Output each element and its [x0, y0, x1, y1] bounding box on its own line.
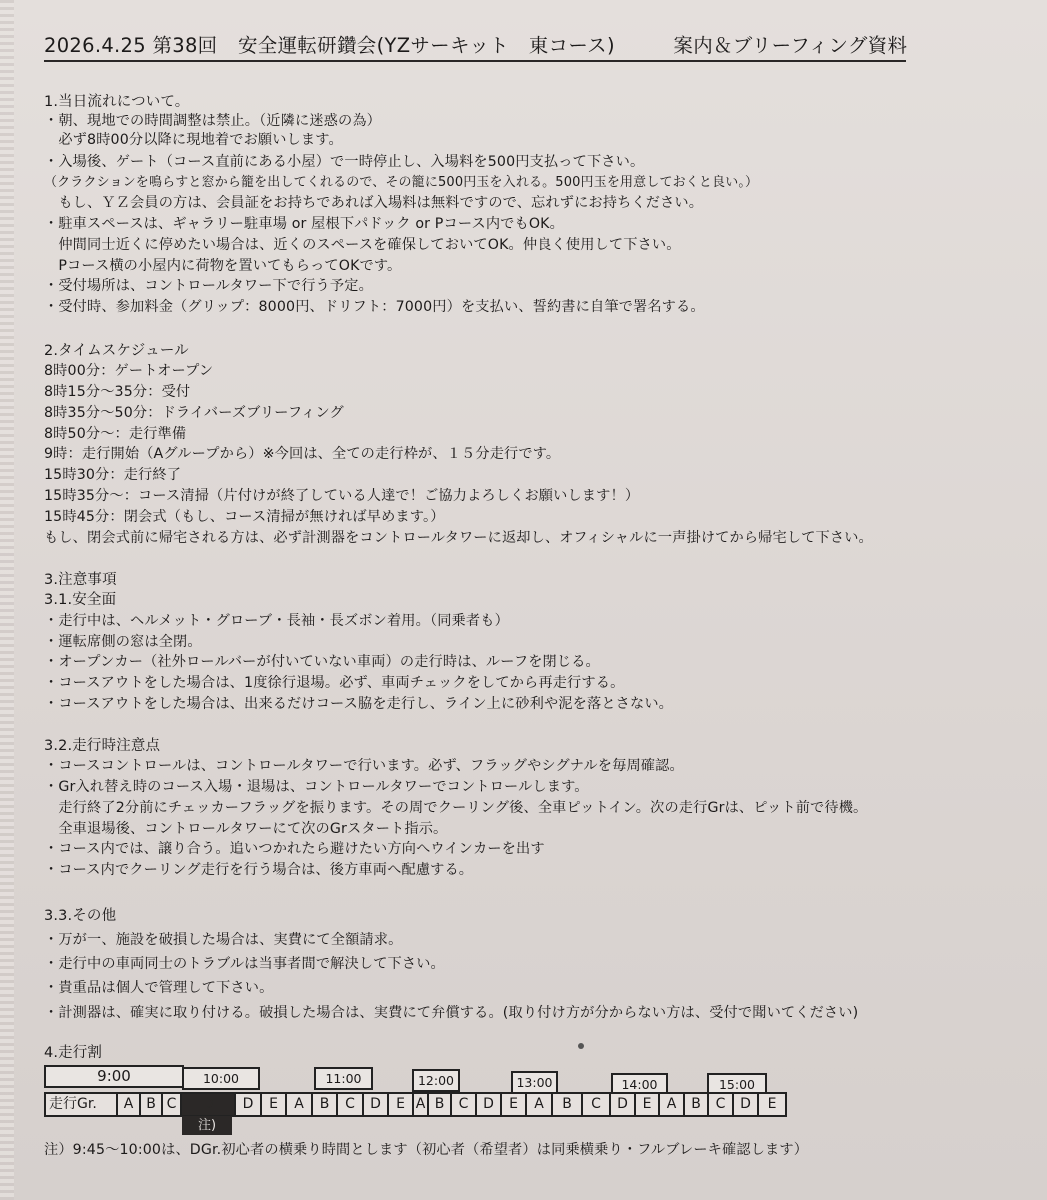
group-cell: B: [313, 1094, 338, 1115]
safety-line: ・コースアウトをした場合は、1度徐行退場。必ず、車両チェックをしてから再走行する。: [44, 675, 625, 691]
driving-note-line: ・コース内でクーリング走行を行う場合は、後方車両へ配慮する。: [44, 862, 474, 878]
group-cell: C: [163, 1094, 182, 1115]
driving-note-line: ・コースコントロールは、コントロールタワーで行います。必ず、フラッグやシグナルを毎周確認。: [44, 758, 684, 774]
section1-line: ・入場後、ゲート（コース直前にある小屋）で一時停止し、入場料を500円支払って下さい。: [44, 154, 645, 170]
schedule-line: 8時15分～35分：受付: [44, 384, 191, 400]
hour-header: 13:00: [511, 1071, 558, 1094]
schedule-line: 15時45分：閉会式（もし、コース清掃が無ければ早めます。）: [44, 509, 445, 525]
group-row-label: 走行Gr.: [46, 1094, 118, 1115]
group-cell: D: [611, 1094, 636, 1115]
group-cell: A: [287, 1094, 313, 1115]
group-cell: E: [389, 1094, 414, 1115]
safety-line: ・運転席側の窓は全閉。: [44, 634, 202, 650]
group-cell: C: [452, 1094, 477, 1115]
group-cell: A: [527, 1094, 553, 1115]
section1-line: Pコース横の小屋内に荷物を置いてもらってOKです。: [44, 258, 402, 274]
schedule-line: 15時30分：走行終了: [44, 467, 182, 483]
hour-header: 10:00: [182, 1067, 260, 1090]
document-title: [44, 30, 906, 62]
group-cell: B: [141, 1094, 163, 1115]
hour-header: 11:00: [314, 1067, 373, 1090]
safety-line: ・走行中は、ヘルメット・グローブ・長袖・長ズボン着用。（同乗者も）: [44, 613, 509, 629]
section2-heading: 2.タイムスケジュール: [44, 343, 189, 359]
section1-line: ・受付時、参加料金（グリップ：8000円、ドリフト：7000円）を支払い、誓約書に自筆で署名する。: [44, 299, 705, 315]
schedule-line: 8時35分～50分：ドライバーズブリーフィング: [44, 405, 344, 421]
driving-note-line: ・Gr入れ替え時のコース入場・退場は、コントロールタワーでコントロールします。: [44, 779, 589, 795]
schedule-footnote: 注）9:45～10:00は、DGr.初心者の横乗り時間とします（初心者（希望者）は同乗横乗り・フルブレーキ確認します）: [44, 1142, 809, 1158]
pen-mark: [578, 1043, 584, 1049]
group-cell: C: [338, 1094, 364, 1115]
driving-note-line: ・コース内では、譲り合う。追いつかれたら避けたい方向へウインカーを出す: [44, 841, 545, 857]
section3-1-heading: 3.1.安全面: [44, 592, 117, 608]
schedule-line: 15時35分～：コース清掃（片付けが終了している人達で！ご協力よろしくお願いします！）: [44, 488, 640, 504]
group-cell-highlighted: D: [182, 1094, 236, 1115]
driving-note-line: 走行終了2分前にチェッカーフラッグを振ります。その周でクーリング後、全車ピットイン。次の走行Grは、ピット前で待機。: [44, 800, 868, 816]
schedule-line: 9時：走行開始（Aグループから）※今回は、全ての走行枠が、１５分走行です。: [44, 446, 561, 462]
group-cell: E: [759, 1094, 785, 1115]
other-note-line: ・万が一、施設を破損した場合は、実費にて全額請求。: [44, 932, 403, 948]
safety-line: ・オープンカー（社外ロールバーが付いていない車両）の走行時は、ルーフを閉じる。: [44, 654, 600, 670]
section1-line: ・受付場所は、コントロールタワー下で行う予定。: [44, 278, 373, 294]
group-cell: D: [477, 1094, 502, 1115]
group-row: [44, 1092, 787, 1117]
section3-3-heading: 3.3.その他: [44, 908, 117, 924]
schedule-line: 8時00分：ゲートオープン: [44, 363, 214, 379]
title-doc: 案内＆ブリーフィング資料: [673, 34, 908, 57]
group-cell: B: [685, 1094, 709, 1115]
group-cell: D: [236, 1094, 262, 1115]
hour-header: 14:00: [611, 1073, 668, 1096]
group-cell: A: [660, 1094, 685, 1115]
other-note-line: ・走行中の車両同士のトラブルは当事者間で解決して下さい。: [44, 956, 445, 972]
torn-paper-edge: [0, 0, 14, 1200]
section1-line: （クラクションを鳴らすと窓から籠を出してくれるので、その籠に500円玉を入れる。500円玉を用意しておくと良い。）: [44, 175, 759, 190]
section1-heading: 1.当日流れについて。: [44, 94, 190, 110]
section1-line: もし、ＹＺ会員の方は、会員証をお持ちであれば入場料は無料ですので、忘れずにお持ちください。: [44, 195, 704, 211]
group-cell: B: [429, 1094, 452, 1115]
group-cell: C: [709, 1094, 734, 1115]
other-note-line: ・計測器は、確実に取り付ける。破損した場合は、実費にて弁償する。(取り付け方が分からない方は、受付で聞いてください): [44, 1005, 859, 1021]
section3-heading: 3.注意事項: [44, 572, 117, 588]
schedule-line: もし、閉会式前に帰宅される方は、必ず計測器をコントロールタワーに返却し、オフィシャルに一声掛けてから帰宅して下さい。: [44, 530, 873, 546]
driving-note-line: 全車退場後、コントロールタワーにて次のGrスタート指示。: [44, 821, 448, 837]
group-cell: E: [502, 1094, 527, 1115]
hour-header: 15:00: [707, 1073, 767, 1096]
section1-line: ・駐車スペースは、ギャラリー駐車場 or 屋根下パドック or Pコース内でもOK。: [44, 216, 564, 232]
group-cell: E: [262, 1094, 287, 1115]
title-event: 安全運転研鑽会(YZサーキット 東コース): [237, 34, 615, 57]
hour-header: 12:00: [412, 1069, 460, 1092]
note-marker: 注): [182, 1116, 232, 1135]
group-cell: D: [364, 1094, 389, 1115]
section3-2-heading: 3.2.走行時注意点: [44, 738, 161, 754]
section4-heading: 4.走行割: [44, 1045, 103, 1061]
hour-header: 9:00: [44, 1065, 184, 1088]
group-cell: A: [118, 1094, 141, 1115]
group-cell: B: [553, 1094, 583, 1115]
title-date-session: 2026.4.25 第38回: [44, 34, 218, 57]
schedule-line: 8時50分～：走行準備: [44, 426, 187, 442]
group-cell: E: [636, 1094, 660, 1115]
safety-line: ・コースアウトをした場合は、出来るだけコース脇を走行し、ライン上に砂利や泥を落とさない。: [44, 696, 674, 712]
group-cell: C: [583, 1094, 611, 1115]
other-note-line: ・貴重品は個人で管理して下さい。: [44, 980, 274, 996]
section1-line: ・朝、現地での時間調整は禁止。（近隣に迷惑の為）: [44, 113, 382, 129]
group-cell: D: [734, 1094, 759, 1115]
group-cell: A: [414, 1094, 429, 1115]
section1-line: 仲間同士近くに停めたい場合は、近くのスペースを確保しておいてOK。仲良く使用して下さい。: [44, 237, 681, 253]
section1-line: 必ず8時00分以降に現地着でお願いします。: [44, 132, 343, 148]
